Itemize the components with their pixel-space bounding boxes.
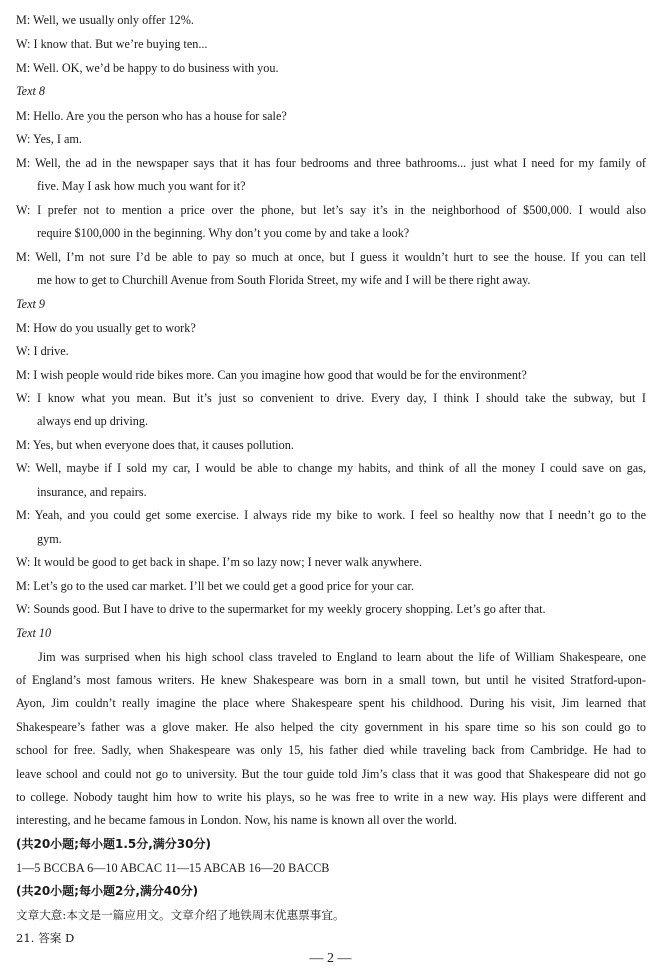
- text-line: Text 9: [16, 297, 46, 311]
- text-line: me how to get to Churchill Avenue from South Florida Street, my wife and I will be there right away.: [37, 273, 531, 287]
- text-line: (共20小题;每小题1.5分,满分30分): [16, 837, 211, 851]
- text-line: school for free. Sadly, when Shakespeare was only 15, his father died while traveling back from Cambridge. He had to: [16, 743, 646, 757]
- text-line: W: Sounds good. But I have to drive to the supermarket for my weekly grocery shopping. Let’s go after that.: [16, 602, 546, 616]
- text-line: Jim was surprised when his high school class traveled to England to learn about the life of William Shakespeare, one: [38, 650, 646, 664]
- text-line: M: Let’s go to the used car market. I’ll bet we could get a good price for your car.: [16, 579, 414, 593]
- text-line: W: I drive.: [16, 344, 69, 358]
- text-line: five. May I ask how much you want for it?: [37, 179, 246, 193]
- text-line: 1—5 BCCBA 6—10 ABCAC 11—15 ABCAB 16—20 BACCB: [16, 861, 330, 875]
- text-line: require $100,000 in the beginning. Why don’t you come by and take a look?: [37, 226, 410, 240]
- text-line: of England’s most famous writers. He knew Shakespeare was born in a small town, but until he visited Stratford-upon-: [16, 673, 646, 687]
- text-line: M: Yeah, and you could get some exercise. I always ride my bike to work. I feel so healthy now that I needn’t go to the: [16, 508, 646, 522]
- text-line: 文章大意:本文是一篇应用文。文章介绍了地铁周末优惠票事宜。: [16, 908, 345, 922]
- text-line: W: I know what you mean. But it’s just so convenient to drive. Every day, I think I should take the subway, but I: [16, 391, 646, 405]
- text-line: Text 10: [16, 626, 52, 640]
- text-line: M: Hello. Are you the person who has a house for sale?: [16, 109, 287, 123]
- text-line: Ayon, Jim couldn’t really imagine the place where Shakespeare spent his childhood. During his visit, Jim learned that: [16, 696, 646, 710]
- text-line: M: Well, the ad in the newspaper says that it has four bedrooms and three bathrooms... just what I need for my family of: [16, 156, 646, 170]
- text-line: M: How do you usually get to work?: [16, 321, 196, 335]
- text-line: Shakespeare’s father was a glove maker. He also helped the city government in his spare time so his son could go to: [16, 720, 646, 734]
- text-line: gym.: [37, 532, 62, 546]
- text-line: M: Well, we usually only offer 12%.: [16, 13, 194, 27]
- text-line: W: Well, maybe if I sold my car, I would be able to change my habits, and think of all the money I could save on gas,: [16, 461, 646, 475]
- text-line: leave school and could not go to university. But the tour guide told Jim’s class that it was good that Shakespeare did not go: [16, 767, 646, 781]
- text-line: interesting, and he became famous in London. Now, his name is known all over the world.: [16, 813, 457, 827]
- text-line: W: Yes, I am.: [16, 132, 82, 146]
- text-line: M: Well, I’m not sure I’d be able to pay so much at once, but I guess it wouldn’t hurt to see the house. If you can tell: [16, 250, 646, 264]
- text-line: insurance, and repairs.: [37, 485, 147, 499]
- text-line: 21. 答案 D: [16, 931, 75, 945]
- text-line: to college. Nobody taught him how to write his plays, so he was free to write in a new way. His plays were different and: [16, 790, 646, 804]
- page-number: — 2 —: [309, 951, 352, 966]
- text-line: M: I wish people would ride bikes more. Can you imagine how good that would be for the environment?: [16, 368, 527, 382]
- text-line: always end up driving.: [37, 414, 149, 428]
- text-line: M: Yes, but when everyone does that, it causes pollution.: [16, 438, 294, 452]
- text-line: W: I prefer not to mention a price over the phone, but let’s say it’s in the neighborhood of $500,000. I would also: [16, 203, 646, 217]
- text-line: W: It would be good to get back in shape. I’m so lazy now; I never walk anywhere.: [16, 555, 423, 569]
- text-line: Text 8: [16, 84, 46, 98]
- text-line: M: Well. OK, we’d be happy to do business with you.: [16, 61, 279, 75]
- text-line: (共20小题;每小题2分,满分40分): [16, 884, 199, 898]
- text-line: W: I know that. But we’re buying ten...: [16, 37, 208, 51]
